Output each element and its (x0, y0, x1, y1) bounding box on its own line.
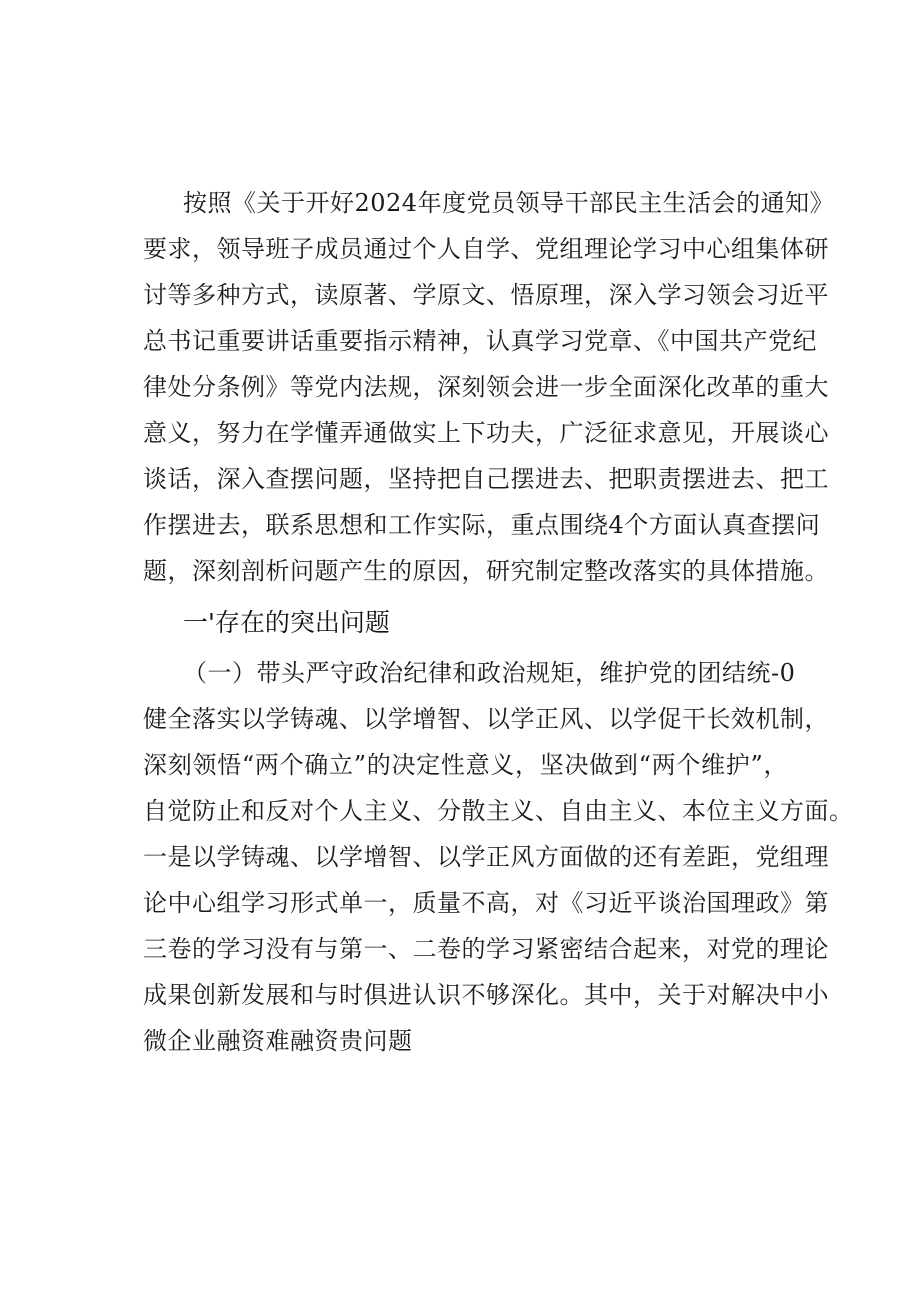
paragraph-line: 深刻领悟“两个确立”的决定性意义，坚决做到“两个维护”， (143, 751, 788, 779)
paragraph-line: 谈话，深入查摆问题，坚持把自己摆进去、把职责摆进去、把工 (143, 465, 829, 493)
paragraph-line: 按照《关于开好2024年度党员领导干部民主生活会的通知》 (183, 189, 835, 217)
paragraph-line: 要求，领导班子成员通过个人自学、党组理论学习中心组集体研 (143, 235, 829, 263)
paragraph-line: 讨等多种方式，读原著、学原文、悟原理，深入学习领会习近平 (143, 281, 829, 309)
section-heading: 一'存在的突出问题 (183, 608, 390, 637)
paragraph-line: 作摆进去，联系思想和工作实际，重点围绕4个方面认真查摆问 (143, 511, 821, 539)
paragraph-line: （一）带头严守政治纪律和政治规矩，维护党的团结统-0 (183, 659, 796, 687)
paragraph-line: 微企业融资难融资贵问题 (143, 1027, 413, 1055)
document-body (143, 180, 854, 1064)
paragraph-line: 意义，努力在学懂弄通做实上下功夫，广泛征求意见，开展谈心 (143, 419, 829, 447)
paragraph-line: 论中心组学习形式单一，质量不高，对《习近平谈治国理政》第 (143, 889, 829, 917)
paragraph-line: 成果创新发展和与时俱进认识不够深化。其中，关于对解决中小 (143, 981, 829, 1009)
paragraph-line: 自觉防止和反对个人主义、分散主义、自由主义、本位主义方面。 (143, 797, 854, 825)
paragraph-line: 一是以学铸魂、以学增智、以学正风方面做的还有差距，党组理 (143, 843, 829, 871)
intro-paragraph (143, 180, 835, 594)
paragraph-line: 题，深刻剖析问题产生的原因，研究制定整改落实的具体措施。 (143, 557, 829, 585)
issues-paragraph (143, 650, 854, 1064)
paragraph-line: 总书记重要讲话重要指示精神，认真学习党章、《中国共产党纪 (143, 327, 817, 355)
paragraph-line: 律处分条例》等党内法规，深刻领会进一步全面深化改革的重大 (143, 373, 829, 401)
paragraph-line: 健全落实以学铸魂、以学增智、以学正风、以学促干长效机制， (143, 705, 829, 733)
paragraph-line: 三卷的学习没有与第一、二卷的学习紧密结合起来，对党的理论 (143, 935, 829, 963)
